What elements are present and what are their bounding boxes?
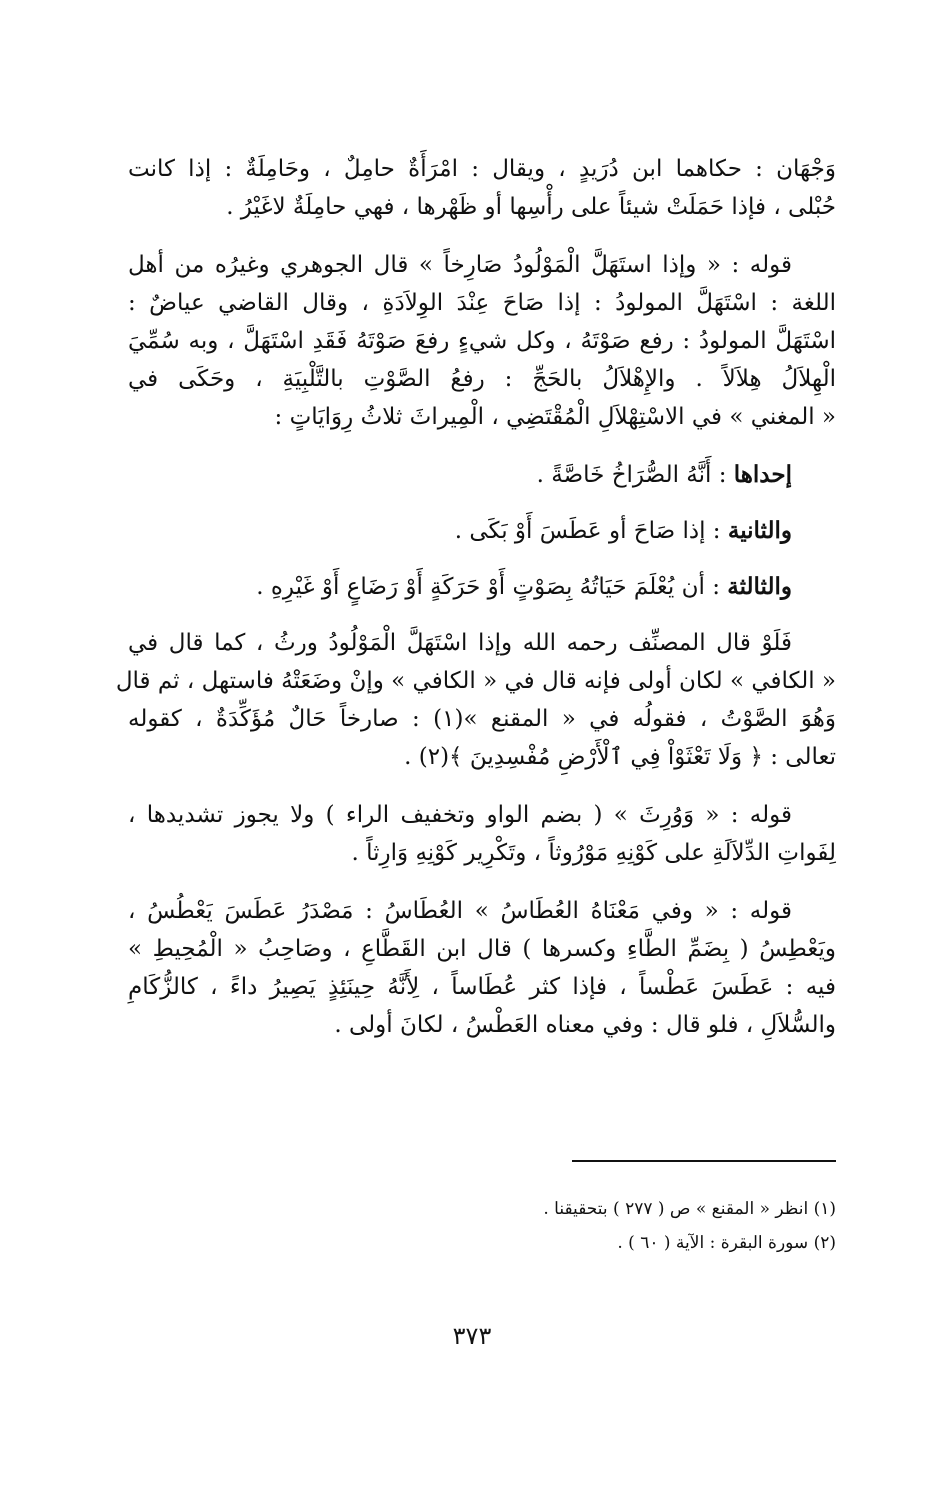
variant-item (128, 512, 836, 550)
text-line: اسْتَهَلَّ المولودُ : رفع صَوْتَهُ ، وكل شيءٍ رفعَ صَوْتَهُ فَقَدِ اسْتَهَلَّ ، وبه سُمِّيَ (128, 328, 836, 354)
variant-text: : إذا صَاحَ أو عَطَسَ أَوْ بَكَى . (454, 518, 728, 544)
variants-list (128, 456, 836, 606)
footnote: (١) انظر « المقنع » ص ( ٢٧٧ ) بتحقيقنا . (543, 1199, 836, 1219)
text-line: والسُّلاَلِ ، فلو قال : وفي معناه العَطْسُ ، لكانَ أولى . (334, 1012, 836, 1038)
text-line: وَجْهَان : حكاهما ابن دُرَيدٍ ، ويقال : امْرَأَةٌ حامِلٌ ، وحَامِلَةٌ : إذا كانت (128, 156, 836, 182)
text-line: قوله : « وإذا استَهَلَّ الْمَوْلُودُ صَارِخاً » قال الجوهري وغيرُه من أهل (128, 252, 792, 278)
page-number: ٣٧٣ (452, 1322, 492, 1350)
paragraph (115, 624, 836, 776)
text-line: الْهِلاَلُ هِلاَلاً . والإِهْلاَلُ بالحَجِّ : رفعُ الصَّوْتِ بالتَّلْبِيَةِ ، وحَكَى في (128, 366, 836, 392)
variant-label: والثانية (727, 517, 792, 544)
paragraph (128, 892, 836, 1044)
footnote: (٢) سورة البقرة : الآية ( ٦٠ ) . (617, 1233, 836, 1253)
text-line: فيه : عَطَسَ عَطْساً ، فإذا كثر عُطَاساً ، لِأَنَّهُ حِينَئِذٍ يَصِيرُ داءً ، كالزُّكَامِ (128, 974, 836, 1000)
text-line: ويَعْطِسُ ( بِضَمِّ الطَّاءِ وكسرها ) قال ابن القَطَّاعِ ، وصَاحِبُ « الْمُحِيطِ » (128, 936, 836, 962)
paragraph (128, 246, 836, 436)
footnotes (128, 1192, 836, 1260)
text-line: قوله : « وفي مَعْنَاهُ العُطَاسُ » العُطَاسُ : مَصْدَرُ عَطَسَ يَعْطُسُ ، (128, 898, 792, 924)
variant-text: : أَنَّهُ الصُّرَاخُ خَاصَّةً . (536, 462, 734, 488)
text-line: لِفَواتِ الدِّلاَلَةِ على كَوْنِهِ مَوْرُوثاً ، وتَكْرِير كَوْنِهِ وَارِثاً . (351, 840, 836, 866)
text-line: تعالى : ﴿ وَلَا تَعْثَوْاْ فِي ٱلْأَرْضِ مُفْسِدِينَ ﴾(٢) . (404, 744, 836, 770)
paragraph (128, 150, 836, 226)
text-line: فَلَوْ قال المصنِّف رحمه الله وإذا اسْتَهَلَّ الْمَوْلُودُ ورثُ ، كما قال في (128, 630, 792, 656)
text-line: وَهُوَ الصَّوْتُ ، فقولُه في « المقنع »(١) : صارخاً حَالٌ مُؤَكِّدَةٌ ، كقوله (128, 706, 836, 732)
text-line: حُبْلى ، فإذا حَمَلَتْ شيئاً على رأْسِها أو ظَهْرها ، فهي حامِلَةٌ لاغَيْرُ . (226, 194, 836, 220)
variant-text: : أن يُعْلَمَ حَيَاتُهُ بِصَوْتٍ أَوْ حَرَكَةٍ أَوْ رَضَاعٍ أَوْ غَيْرِهِ . (256, 574, 728, 600)
text-line: « المغني » في الاسْتِهْلاَلِ الْمُقْتَضِي ، الْمِيراثَ ثلاثُ رِوَايَاتٍ : (274, 404, 836, 430)
variant-item (128, 456, 836, 494)
main-text (115, 150, 836, 1044)
text-line: اللغة : اسْتَهَلَّ المولودُ : إذا صَاحَ عِنْدَ الوِلاَدَةِ ، وقال القاضي عياضٌ : (128, 290, 836, 316)
footnote-separator (572, 1160, 836, 1162)
text-line: قوله : « وَوُرِثَ » ( بضم الواو وتخفيف الراء ) ولا يجوز تشديدها ، (128, 802, 792, 828)
variant-label: إحداها (733, 461, 792, 488)
text-line: « الكافي » لكان أولى فإنه قال في « الكافي » وإنْ وضَعَتْهُ فاستهل ، ثم قال (115, 668, 836, 694)
variant-label: والثالثة (727, 573, 792, 600)
variant-item (128, 568, 836, 606)
paragraph (128, 796, 836, 872)
